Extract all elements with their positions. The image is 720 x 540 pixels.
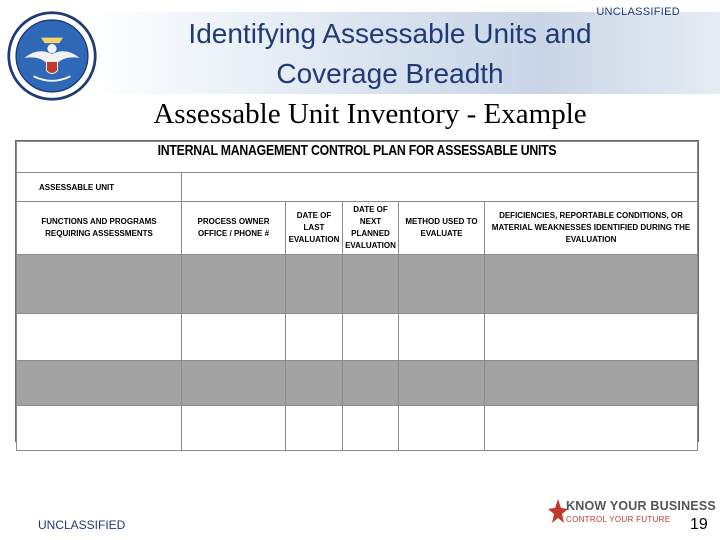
- slide-title-line1: Identifying Assessable Units and: [188, 18, 592, 49]
- assessable-unit-label: ASSESSABLE UNIT: [17, 173, 182, 202]
- table-cell: [399, 361, 485, 406]
- table-row: [17, 361, 698, 406]
- dod-seal: [6, 10, 98, 102]
- table-cell: [182, 314, 286, 361]
- form-title: INTERNAL MANAGEMENT CONTROL PLAN FOR ASSESSABLE UNITS: [157, 142, 557, 159]
- table-cell: [17, 255, 182, 314]
- column-header-deficiencies: DEFICIENCIES, REPORTABLE CONDITIONS, OR MATERIAL WEAKNESSES IDENTIFIED DURING THE EVALUATION: [485, 202, 698, 255]
- top-classification-label: UNCLASSIFIED: [596, 6, 680, 18]
- table-cell: [399, 314, 485, 361]
- column-header-next-evaluation: DATE OF NEXT PLANNED EVALUATION: [343, 202, 399, 255]
- table-cell: [286, 361, 343, 406]
- column-header-functions: FUNCTIONS AND PROGRAMS REQUIRING ASSESSMENTS: [17, 202, 182, 255]
- table-cell: [182, 361, 286, 406]
- logo-text-secondary: CONTROL YOUR FUTURE: [566, 515, 671, 524]
- form-title-cell: [17, 142, 698, 173]
- star-logo-icon: [548, 497, 568, 527]
- table-cell: [286, 255, 343, 314]
- table-cell: [182, 406, 286, 451]
- table-cell: [485, 255, 698, 314]
- table-cell: [17, 406, 182, 451]
- slide-title-line2: Coverage Breadth: [276, 58, 504, 89]
- table-cell: [286, 406, 343, 451]
- table-cell: [399, 406, 485, 451]
- table-cell: [485, 361, 698, 406]
- table-cell: [485, 314, 698, 361]
- column-header-process-owner: PROCESS OWNER OFFICE / PHONE #: [182, 202, 286, 255]
- table-cell: [485, 406, 698, 451]
- table-cell: [17, 314, 182, 361]
- table-cell: [343, 314, 399, 361]
- slide-subtitle: Assessable Unit Inventory - Example: [153, 98, 587, 130]
- table-row: [17, 406, 698, 451]
- table-cell: [343, 406, 399, 451]
- table-cell: [286, 314, 343, 361]
- table-row: [17, 314, 698, 361]
- table-cell: [343, 361, 399, 406]
- column-header-last-evaluation: DATE OF LAST EVALUATION: [286, 202, 343, 255]
- table-cell: [343, 255, 399, 314]
- form-table: [16, 141, 698, 451]
- table-cell: [182, 255, 286, 314]
- column-header-method: METHOD USED TO EVALUATE: [399, 202, 485, 255]
- assessable-unit-value-cell: [182, 173, 698, 202]
- page-number: 19: [690, 516, 708, 533]
- logo-text-primary: KNOW YOUR BUSINESS: [566, 499, 716, 513]
- table-cell: [17, 361, 182, 406]
- management-control-plan-form: [15, 140, 699, 442]
- slide-title: [130, 14, 650, 94]
- bottom-classification-label: UNCLASSIFIED: [38, 518, 126, 532]
- table-cell: [399, 255, 485, 314]
- table-row: [17, 255, 698, 314]
